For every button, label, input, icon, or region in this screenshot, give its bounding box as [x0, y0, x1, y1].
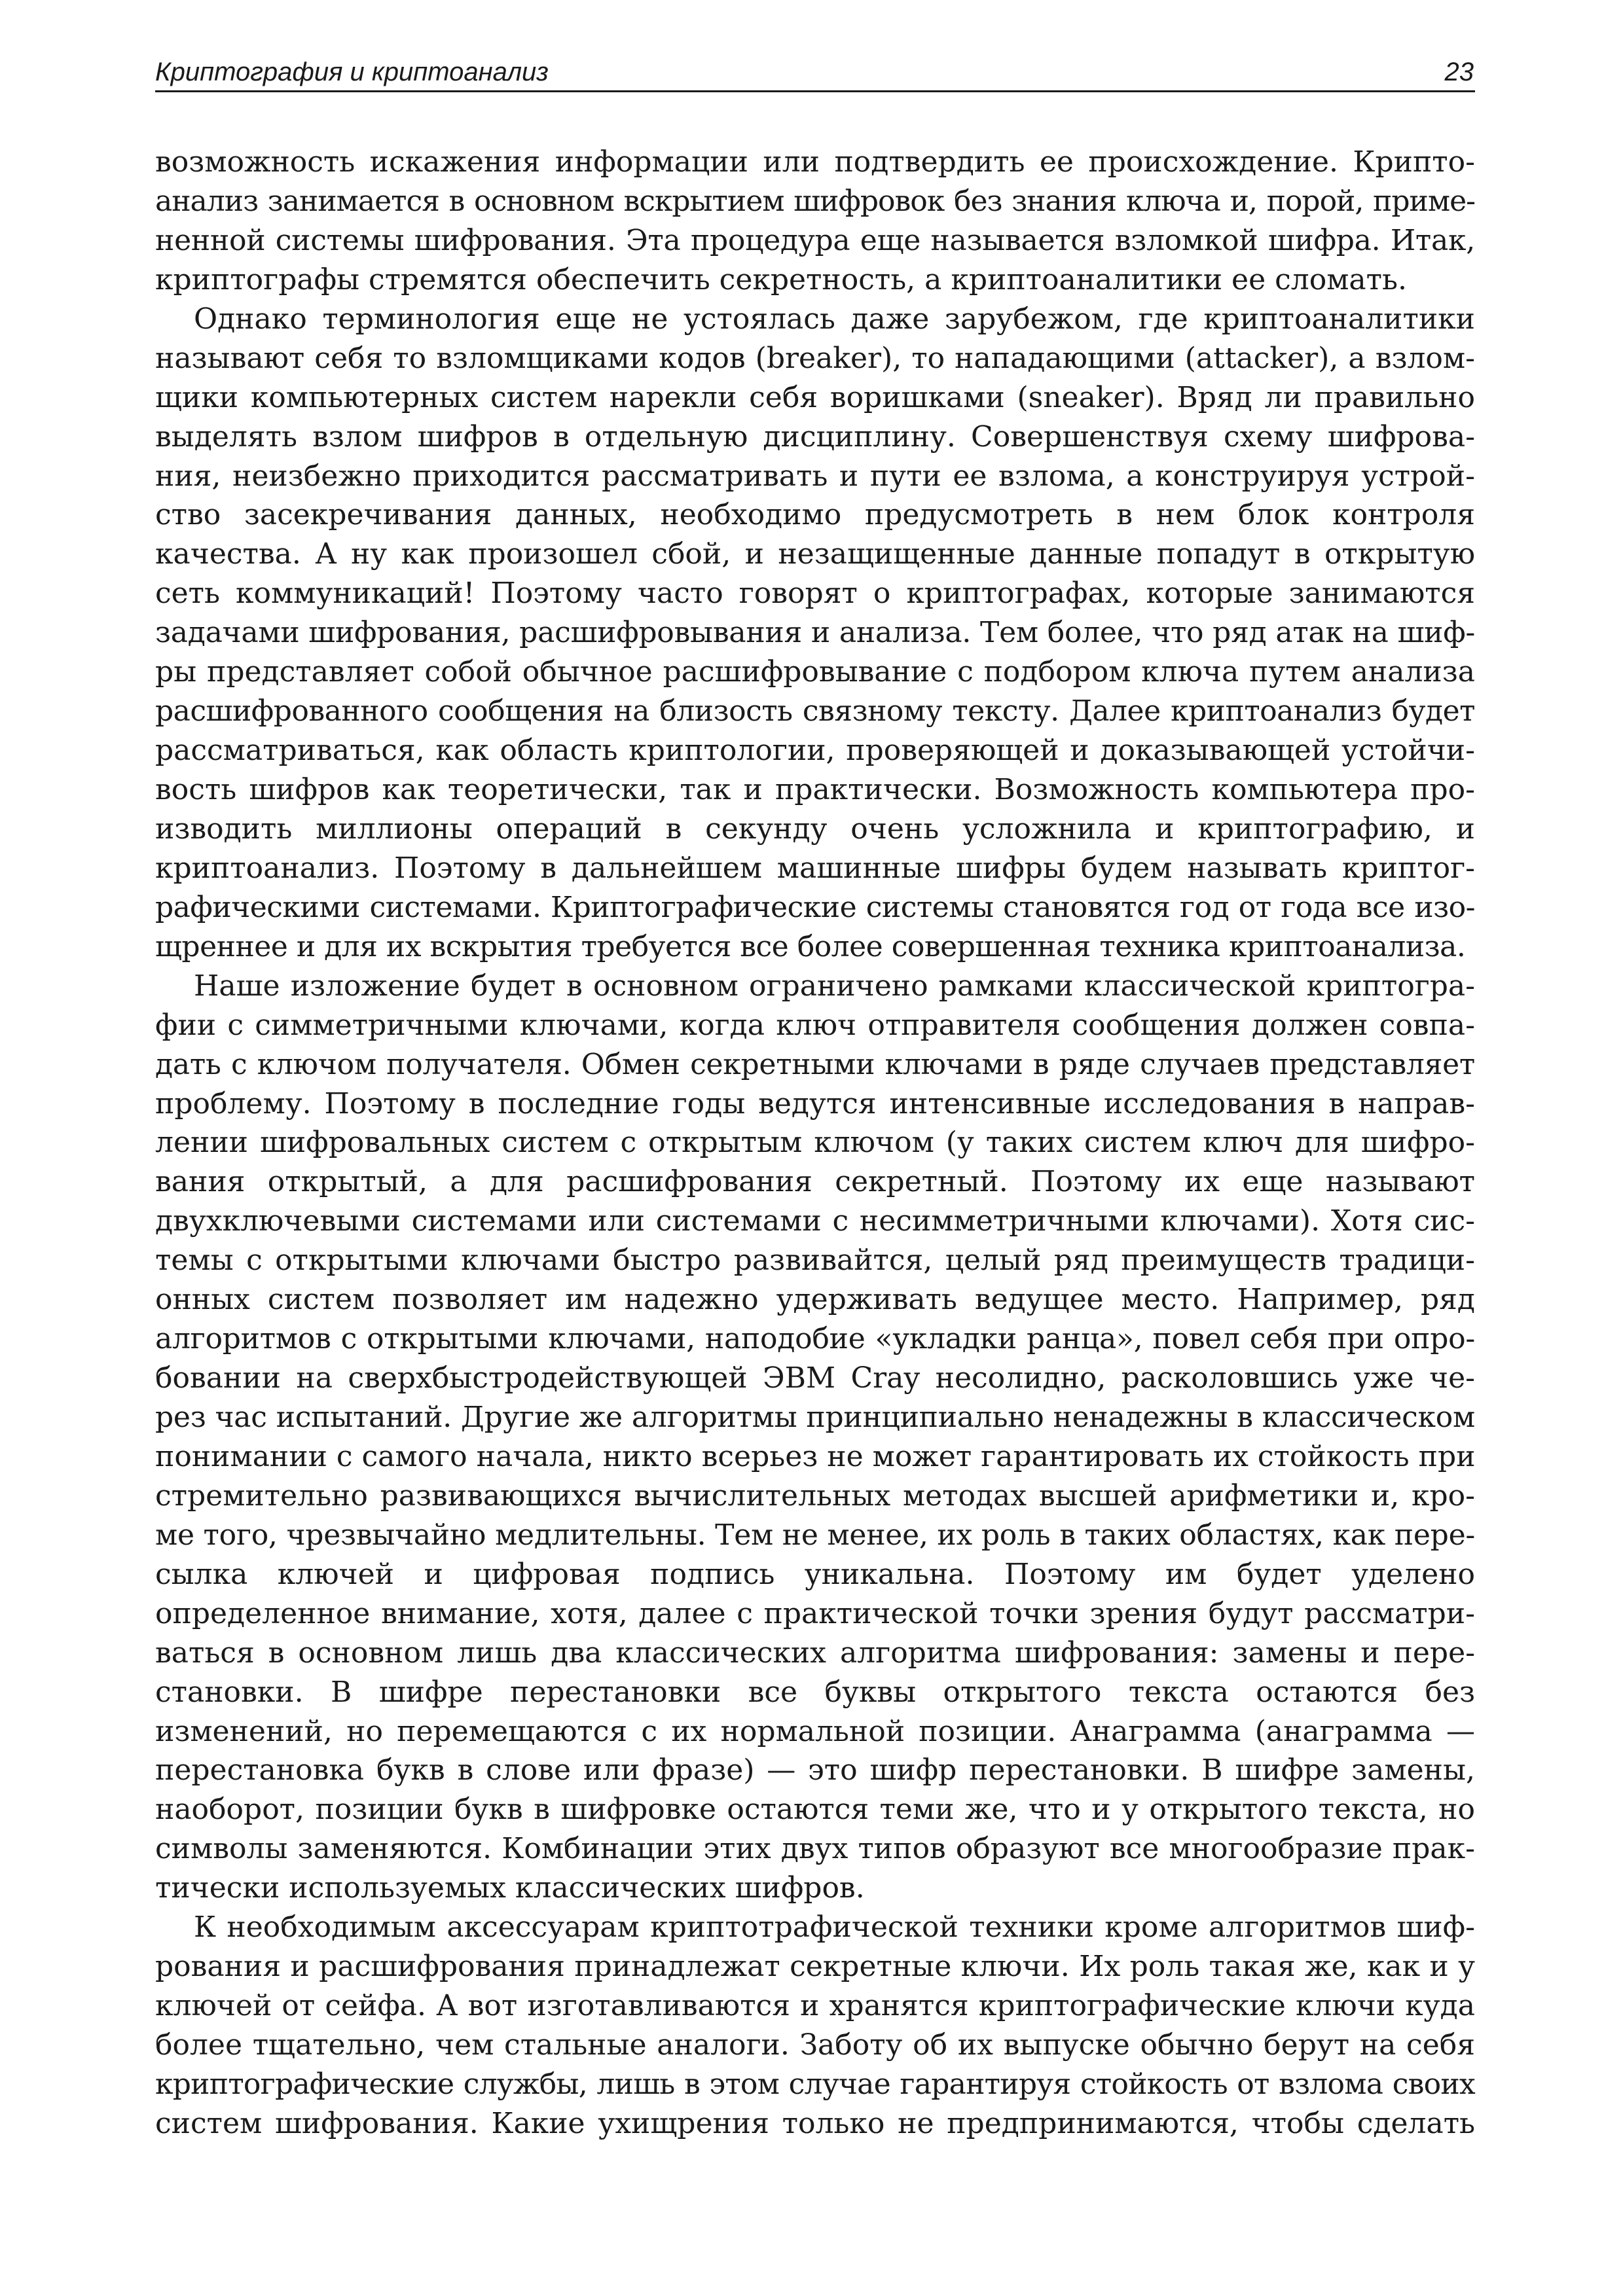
text-line: изменений, но перемещаются с их нормальной позиции. Анаграмма (анаграмма — — [155, 1714, 1475, 1748]
running-header — [155, 54, 1475, 92]
paragraph — [155, 300, 1475, 967]
page-number: 23 — [1444, 58, 1474, 86]
text-line: ненной системы шифрования. Эта процедура еще называется взломкой шифра. Итак, — [155, 223, 1475, 257]
text-line: становки. В шифре перестановки все буквы открытого текста остаются без — [155, 1675, 1475, 1709]
text-line: сеть коммуникаций! Поэтому часто говорят о криптографах, которые занимаются — [155, 577, 1475, 611]
text-line: криптоанализ. Поэтому в дальнейшем машинные шифры будем называть криптог- — [155, 851, 1475, 885]
text-line: рез час испытаний. Другие же алгоритмы принципиально ненадежны в классическом — [155, 1401, 1475, 1434]
text-line: определенное внимание, хотя, далее с практической точки зрения будут рассматри- — [155, 1596, 1475, 1630]
paragraph — [155, 143, 1475, 300]
text-line: ры представляет собой обычное расшифровывание с подбором ключа путем анализа — [155, 655, 1475, 689]
text-line: щреннее и для их вскрытия требуется все более совершенная техника криптоанализа. — [155, 929, 1466, 963]
text-line: Однако терминология еще не устоялась даже зарубежом, где криптоаналитики — [194, 302, 1475, 336]
text-line: изводить миллионы операций в секунду очень усложнила и криптографию, и — [155, 812, 1475, 846]
text-line: бовании на сверхбыстродействующей ЭВМ Cray несолидно, расколовшись уже че- — [155, 1361, 1475, 1395]
text-line: анализ занимается в основном вскрытием шифровок без знания ключа и, порой, приме- — [155, 184, 1475, 218]
text-line: задачами шифрования, расшифровывания и анализа. Тем более, что ряд атак на шиф- — [155, 616, 1475, 650]
text-line: ния, неизбежно приходится рассматривать и пути ее взлома, а конструируя устрой- — [155, 459, 1475, 493]
text-line: рассматриваться, как область криптологии, проверяющей и доказывающей устойчи- — [155, 734, 1475, 768]
text-line: ключей от сейфа. А вот изготавливаются и хранятся криптографические ключи куда — [155, 1989, 1475, 2023]
text-line: криптографические службы, лишь в этом случае гарантируя стойкость от взлома своих — [155, 2067, 1475, 2101]
text-line: К необходимым аксессуарам криптотрафической техники кроме алгоритмов шиф- — [194, 1910, 1475, 1945]
text-line: выделять взлом шифров в отдельную дисциплину. Совершенствуя схему шифрова- — [155, 420, 1475, 454]
text-line: символы заменяются. Комбинации этих двух типов образуют все многообразие прак- — [155, 1832, 1475, 1866]
body-text — [155, 143, 1475, 2144]
text-line: наоборот, позиции букв в шифровке остаются теми же, что и у открытого текста, но — [155, 1793, 1475, 1827]
text-line: вания открытый, а для расшифрования секретный. Поэтому их еще называют — [155, 1165, 1475, 1199]
text-line: лении шифровальных систем с открытым ключом (у таких систем ключ для шифро- — [155, 1126, 1475, 1160]
text-line: темы с открытыми ключами быстро развивайтся, целый ряд преимуществ традици- — [155, 1244, 1475, 1278]
text-line: фии с симметричными ключами, когда ключ отправителя сообщения должен совпа- — [155, 1008, 1475, 1042]
text-line: понимании с самого начала, никто всерьез не может гарантировать их стойкость при — [155, 1439, 1476, 1473]
text-line: качества. А ну как произошел сбой, и незащищенные данные попадут в открытую — [155, 537, 1475, 571]
text-line: сылка ключей и цифровая подпись уникальна. Поэтому им будет уделено — [155, 1557, 1475, 1591]
text-line: возможность искажения информации или подтвердить ее происхождение. Крипто- — [155, 145, 1475, 179]
text-line: рафическими системами. Криптографические системы становятся год от года все изо- — [155, 890, 1475, 924]
text-line: ство засекречивания данных, необходимо предусмотреть в нем блок контроля — [155, 498, 1475, 532]
text-line: рования и расшифрования принадлежат секретные ключи. Их роль такая же, как и у — [155, 1950, 1475, 1984]
text-line: более тщательно, чем стальные аналоги. Заботу об их выпуске обычно берут на себя — [155, 2028, 1475, 2062]
paragraph — [155, 967, 1475, 1909]
text-line: криптографы стремятся обеспечить секретность, а криптоаналитики ее сломать. — [155, 262, 1407, 296]
text-line: систем шифрования. Какие ухищрения только не предпринимаются, чтобы сделать — [155, 2106, 1475, 2140]
text-line: проблему. Поэтому в последние годы ведутся интенсивные исследования в направ- — [155, 1086, 1475, 1121]
text-line: дать с ключом получателя. Обмен секретными ключами в ряде случаев представляет — [155, 1047, 1475, 1081]
text-line: вость шифров как теоретически, так и практически. Возможность компьютера про- — [155, 773, 1475, 806]
chapter-title: Криптография и криптоанализ — [155, 58, 549, 86]
text-line: ме того, чрезвычайно медлительны. Тем не менее, их роль в таких областях, как пере- — [155, 1518, 1475, 1552]
text-line: перестановка букв в слове или фразе) — это шифр перестановки. В шифре замены, — [155, 1753, 1475, 1787]
text-line: расшифрованного сообщения на близость связному тексту. Далее криптоанализ будет — [155, 694, 1475, 728]
text-line: тически используемых классических шифров. — [155, 1871, 865, 1905]
text-line: называют себя то взломщиками кодов (breaker), то нападающими (attacker), а взлом- — [155, 341, 1475, 375]
text-line: двухключевыми системами или системами с несимметричными ключами). Хотя сис- — [155, 1204, 1475, 1238]
text-line: щики компьютерных систем нарекли себя воришками (sneaker). Вряд ли правильно — [155, 380, 1475, 414]
text-line: ваться в основном лишь два классических алгоритма шифрования: замены и пере- — [155, 1636, 1475, 1670]
text-line: Наше изложение будет в основном ограничено рамками классической криптогра- — [194, 969, 1475, 1003]
text-line: онных систем позволяет им надежно удерживать ведущее место. Например, ряд — [155, 1283, 1475, 1317]
text-line: алгоритмов с открытыми ключами, наподобие «укладки ранца», повел себя при опро- — [155, 1322, 1475, 1356]
text-line: стремительно развивающихся вычислительных методах высшей арифметики и, кро- — [155, 1479, 1475, 1513]
paragraph — [155, 1908, 1475, 2144]
